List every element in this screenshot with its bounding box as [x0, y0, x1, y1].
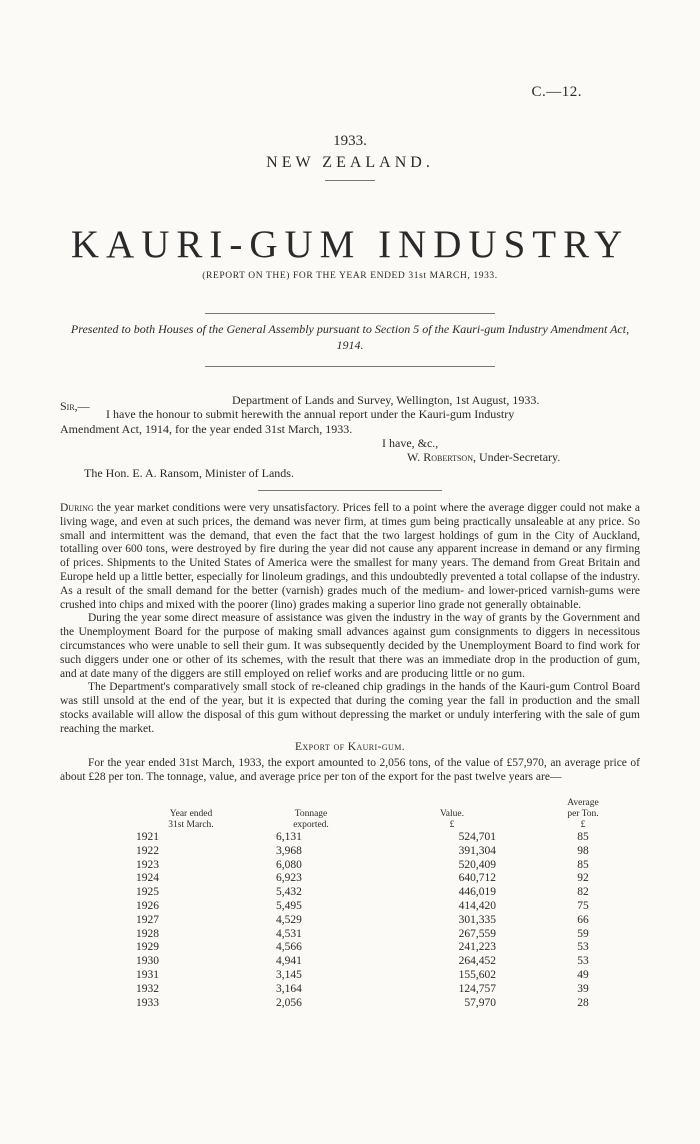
cell-average: 53	[577, 941, 589, 954]
cell-year: 1930	[136, 955, 159, 968]
letter-body-line2: Amendment Act, 1914, for the year ended 31st March, 1933.	[60, 422, 353, 436]
cell-average: 92	[577, 872, 589, 885]
cell-average: 59	[577, 927, 589, 940]
cell-average: 66	[577, 913, 589, 926]
letter-addressee: The Hon. E. A. Ransom, Minister of Lands.	[84, 466, 294, 480]
paragraph-market-conditions-text: the year market conditions were very unsatisfactory. Prices fell to a point where the average digger could not make a living wage, and even at such prices, the demand was never firm, at times gum being practically unsaleable at any price. So small and intermittent was the demand, that even the fact that the two largest holdings of gum in the City of Auckland, totalling over 600 tons, were destroyed by fire during the year did not cause any apparent increase in demand or any firming of prices. Shipments to the United States of America were the smallest for many years. The demand from Great Britain and Europe held up a little better, especially for linoleum gradings, and this undoubtedly prevented a total collapse of the industry. As a result of the small demand for the better (varnish) grades much of the medium- and lower-priced varnish-gums were crushed into chips and mixed with the poorer (lino) grades making a superior lino grade not generally obtainable.	[60, 502, 640, 611]
export-table-header	[128, 798, 638, 831]
cell-value: 640,712	[458, 872, 496, 885]
cell-value: 57,970	[464, 996, 496, 1009]
cell-value: 520,409	[458, 858, 496, 871]
cell-average: 53	[577, 955, 589, 968]
column-value-unit: £	[449, 820, 455, 830]
signatory-title: Under-Secretary.	[478, 450, 561, 464]
divider-short	[325, 180, 375, 181]
table-row	[128, 969, 638, 983]
cell-value: 264,452	[458, 955, 496, 968]
table-row	[128, 845, 638, 859]
table-row	[128, 900, 638, 914]
cell-tonnage: 6,080	[276, 858, 302, 871]
presentation-note: Presented to both Houses of the General Assembly pursuant to Section 5 of the Kauri-gum Industry Amendment Act, 1914.	[70, 322, 630, 352]
cell-tonnage: 3,164	[276, 982, 302, 995]
cell-tonnage: 4,941	[276, 955, 302, 968]
paper-reference: C.—12.	[531, 84, 582, 100]
cell-tonnage: 6,923	[276, 872, 302, 885]
table-row	[128, 831, 638, 845]
cell-year: 1922	[136, 844, 159, 857]
cell-tonnage: 3,145	[276, 968, 302, 981]
table-row	[128, 955, 638, 969]
letter-closing: I have, &c.,	[382, 436, 439, 450]
divider-top	[205, 313, 495, 314]
report-body	[60, 502, 640, 737]
document-title: KAURI-GUM INDUSTRY	[70, 223, 630, 266]
export-intro	[60, 757, 640, 785]
export-table	[128, 798, 638, 1010]
cell-tonnage: 5,432	[276, 886, 302, 899]
cell-average: 75	[577, 899, 589, 912]
document-subtitle: (REPORT ON THE) FOR THE YEAR ENDED 31st MARCH, 1933.	[202, 271, 498, 281]
column-tonnage-line2: exported.	[293, 820, 329, 830]
paragraph-department-stock: The Department's comparatively small stock of re-cleaned chip gradings in the hands of the Kauri-gum Control Board was still unsold at the end of the year, but it is expected that during the coming year the fall in production and the small stocks available will allow the disposal of this gum without depressing the market or unduly interfering with the sale of gum reaching the market.	[60, 681, 640, 735]
cell-average: 39	[577, 982, 589, 995]
divider-letter	[258, 490, 442, 491]
cell-average: 28	[577, 996, 589, 1009]
cell-average: 85	[577, 831, 589, 843]
letter-salutation: Sir,—	[60, 399, 90, 413]
cell-average: 85	[577, 858, 589, 871]
cell-year: 1931	[136, 968, 159, 981]
letter-address: Department of Lands and Survey, Wellington, 1st August, 1933.	[232, 393, 540, 407]
table-row	[128, 941, 638, 955]
cell-value: 414,420	[458, 899, 496, 912]
column-tonnage-line1: Tonnage	[294, 809, 328, 819]
cell-year: 1933	[136, 996, 159, 1009]
cell-year: 1923	[136, 858, 159, 871]
paragraph-assistance: During the year some direct measure of assistance was given the industry in the way of grants by the Government and the Unemployment Board for the purpose of making small advances against gum consignments to diggers in necessitous circumstances who were unable to sell their gum. It was subsequently decided by the Unemployment Board to find work for such diggers under one or other of its schemes, with the result that there was an immediate drop in the production of gum, and at date many of the diggers are still employed on relief works and are producing little or no gum.	[60, 612, 640, 680]
paragraph-lead-word: During	[60, 502, 94, 514]
cell-year: 1927	[136, 913, 159, 926]
cell-tonnage: 3,968	[276, 844, 302, 857]
column-average-line1: Average	[567, 798, 599, 808]
cell-value: 241,223	[458, 941, 496, 954]
paragraph-market-conditions	[60, 502, 640, 612]
cell-value: 155,602	[458, 968, 496, 981]
export-intro-text: For the year ended 31st March, 1933, the export amounted to 2,056 tons, of the value of £57,970, an average price of about £28 per ton. The tonnage, value, and average price per ton of the export for the past twelve years are—	[60, 757, 640, 783]
cell-value: 446,019	[458, 886, 496, 899]
column-value-label: Value.	[439, 809, 464, 819]
table-row	[128, 886, 638, 900]
report-year: 1933.	[333, 133, 367, 149]
letter-body-line1: I have the honour to submit herewith the annual report under the Kauri-gum Industry	[106, 407, 515, 421]
cell-value: 301,335	[458, 913, 496, 926]
table-row	[128, 859, 638, 873]
divider-bottom	[205, 366, 495, 367]
cell-tonnage: 6,131	[276, 831, 302, 843]
cell-value: 267,559	[458, 927, 496, 940]
column-year-line1: Year ended	[169, 809, 213, 819]
cell-year: 1921	[136, 831, 159, 843]
cell-value: 391,304	[458, 844, 496, 857]
cell-value: 124,757	[458, 982, 496, 995]
table-row	[128, 914, 638, 928]
cell-year: 1924	[136, 872, 159, 885]
export-table-body	[128, 831, 638, 1010]
export-heading: Export of Kauri-gum.	[295, 741, 405, 753]
table-row	[128, 997, 638, 1011]
cell-year: 1932	[136, 982, 159, 995]
cell-average: 82	[577, 886, 589, 899]
column-average-unit: £	[580, 820, 586, 830]
cell-average: 98	[577, 844, 589, 857]
letter-signature	[407, 450, 560, 465]
column-tonnage	[246, 798, 376, 831]
table-row	[128, 928, 638, 942]
table-row	[128, 983, 638, 997]
column-year	[128, 798, 246, 831]
signatory-name: W. Robertson,	[407, 450, 476, 464]
cell-tonnage: 4,531	[276, 927, 302, 940]
column-year-line2: 31st March.	[168, 820, 214, 830]
cell-year: 1928	[136, 927, 159, 940]
column-average	[528, 798, 638, 831]
cell-tonnage: 4,566	[276, 941, 302, 954]
cell-tonnage: 2,056	[276, 996, 302, 1009]
country-heading: NEW ZEALAND.	[266, 154, 434, 171]
column-average-line2: per Ton.	[567, 809, 599, 819]
column-value	[376, 798, 528, 831]
cell-average: 49	[577, 968, 589, 981]
table-row	[128, 872, 638, 886]
cell-tonnage: 5,495	[276, 899, 302, 912]
cell-year: 1925	[136, 886, 159, 899]
cell-year: 1926	[136, 899, 159, 912]
cell-value: 524,701	[458, 831, 496, 843]
cell-year: 1929	[136, 941, 159, 954]
cell-tonnage: 4,529	[276, 913, 302, 926]
